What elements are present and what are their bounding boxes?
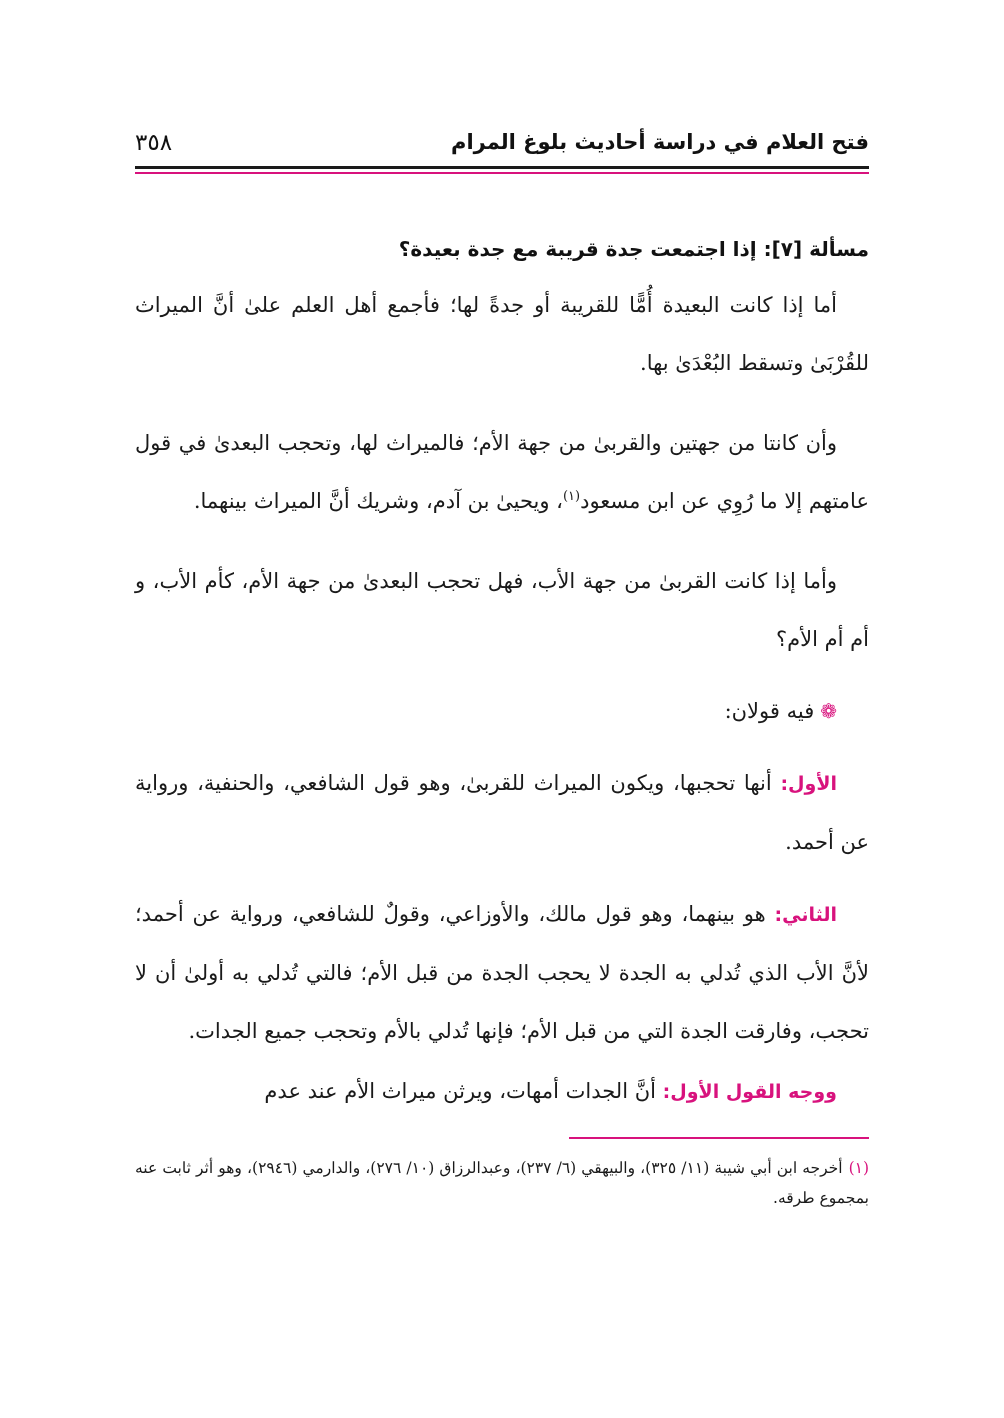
footnote-separator-wrap <box>135 1137 869 1139</box>
issue-label: مسألة [٧]: <box>763 237 869 261</box>
first-opinion-text: أنها تحجبها، ويكون الميراث للقربىٰ، وهو قول الشافعي، والحنفية، ورواية عن أحمد. <box>135 771 869 854</box>
paragraph-2-start: وأن كانتا من جهتين والقربىٰ من جهة الأم؛ فالميراث لها، وتحجب البعدىٰ في قول عامتهم إلا ما رُوِي عن ابن مسعود <box>135 431 869 513</box>
second-opinion-label: الثاني: <box>774 904 837 926</box>
footnote-text: أخرجه ابن أبي شيبة (١١/ ٣٢٥)، والبيهقي (٦/ ٢٣٧)، وعبدالرزاق (١٠/ ٢٧٦)، والدارمي (٢٩٤٦)، وهو أثر ثابت عنه بمجموع طرقه. <box>135 1159 869 1207</box>
footnote-reference[interactable]: (١) <box>562 489 581 504</box>
header-rule-pink <box>135 172 869 174</box>
two-opinions: فيه قولان: <box>724 699 815 723</box>
footnote <box>135 1153 869 1213</box>
first-opinion-reason-label: ووجه القول الأول: <box>662 1081 837 1103</box>
page-number: ٣٥٨ <box>135 130 173 156</box>
second-opinion-text: هو بينهما، وهو قول مالك، والأوزاعي، وقولٌ للشافعي، ورواية عن أحمد؛ لأنَّ الأب الذي تُدلي به الجدة لا يحجب الجدة من قبل الأم؛ فالتي تُدلي به أولىٰ أن لا تحجب، وفارقت الجدة التي من قبل الأم؛ فإنها تُدلي بالأم وتحجب جميع الجدات. <box>135 902 869 1043</box>
flower-icon: ❁ <box>820 699 837 723</box>
book-title: فتح العلام في دراسة أحاديث بلوغ المرام <box>451 130 869 154</box>
paragraph-1: أما إذا كانت البعيدة أُمًّا للقريبة أو جدةً لها؛ فأجمع أهل العلم علىٰ أنَّ الميراث للقُرْبَىٰ وتسقط البُعْدَىٰ بها. <box>135 293 869 375</box>
footnote-separator <box>569 1137 869 1139</box>
issue-heading <box>135 234 869 264</box>
paragraph-2-end: ، ويحيىٰ بن آدم، وشريك أنَّ الميراث بينهما. <box>193 489 563 513</box>
paragraph-3: وأما إذا كانت القربىٰ من جهة الأب، فهل تحجب البعدىٰ من جهة الأم، كأم الأب، و أم أم الأم؟ <box>135 569 869 651</box>
running-header <box>135 120 869 164</box>
first-opinion-label: الأول: <box>780 773 837 795</box>
first-opinion <box>135 754 869 871</box>
paragraph-2 <box>135 414 869 530</box>
paragraph-4 <box>135 682 869 740</box>
issue-question: إذا اجتمعت جدة قريبة مع جدة بعيدة؟ <box>398 237 757 261</box>
header-rule-black <box>135 166 869 169</box>
first-opinion-reason-text: أنَّ الجدات أمهات، ويرثن ميراث الأم عند عدم <box>264 1079 656 1103</box>
page <box>135 120 869 1213</box>
footnote-number: (١) <box>848 1159 870 1177</box>
first-opinion-reason <box>135 1062 869 1121</box>
second-opinion <box>135 885 869 1060</box>
